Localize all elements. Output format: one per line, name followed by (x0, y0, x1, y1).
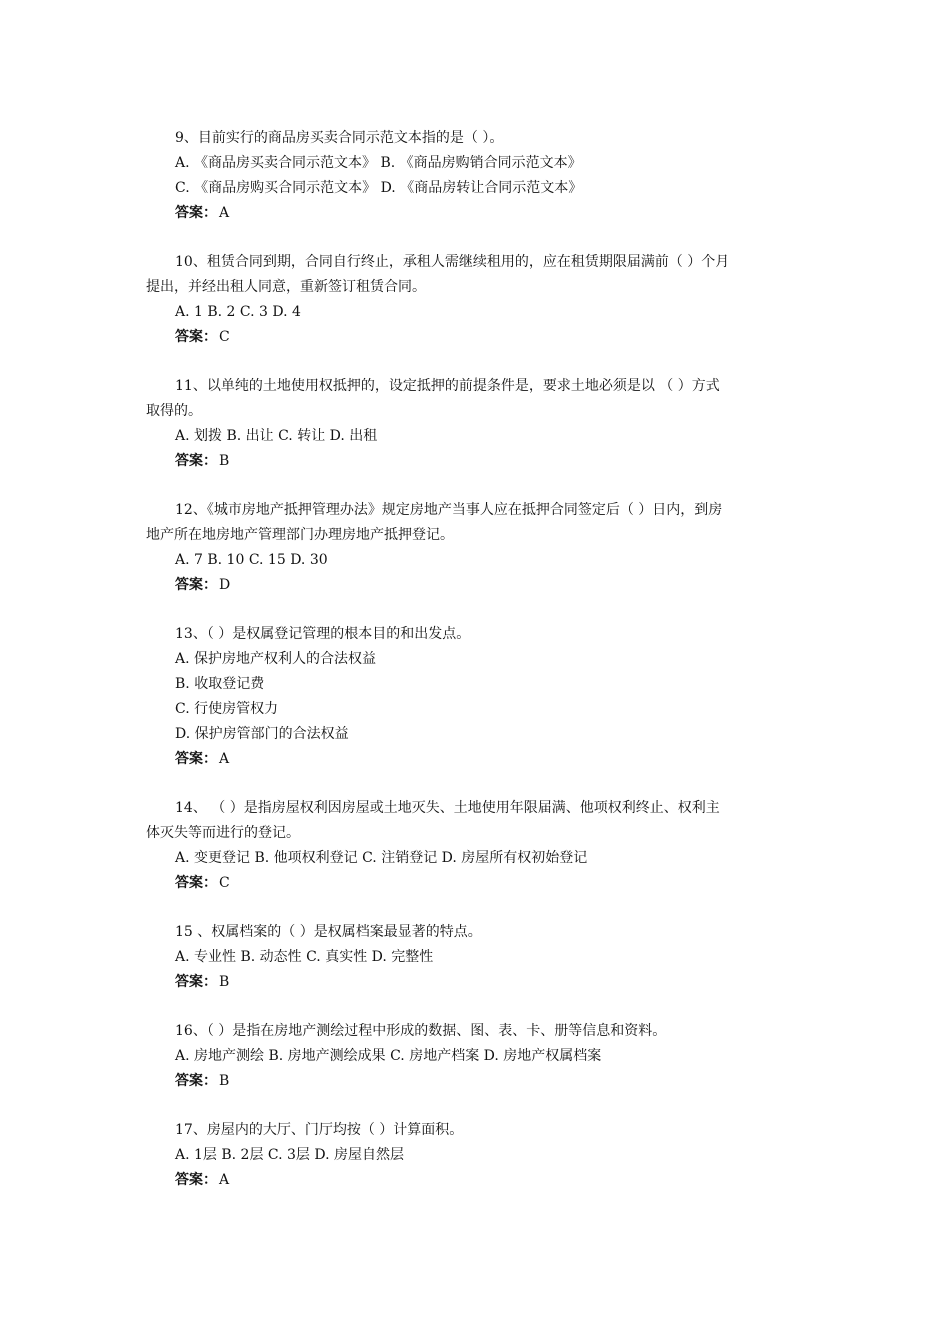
question-block (146, 796, 810, 896)
question-block (175, 126, 810, 226)
answer-row (175, 325, 810, 350)
question-stem: 17、房屋内的大厅、门厅均按（ ）计算面积。 (175, 1122, 464, 1138)
answer-row (175, 1168, 810, 1193)
question-block (146, 374, 810, 474)
question-options: B. 收取登记费 (175, 676, 265, 692)
answer-row (175, 970, 810, 995)
answer-value: C (219, 875, 230, 891)
question-stem: 16、（ ）是指在房地产测绘过程中形成的数据、图、表、卡、册等信息和资料。 (175, 1023, 667, 1039)
answer-label: 答案： (175, 751, 217, 767)
answer-value: A (219, 751, 230, 767)
answer-row (175, 449, 810, 474)
question-stem: 12、《城市房地产抵押管理办法》规定房地产当事人应在抵押合同签定后（ ）日内，到房 (175, 502, 723, 518)
answer-label: 答案： (175, 453, 217, 469)
question-block (175, 920, 810, 995)
question-block (146, 498, 810, 598)
answer-label: 答案： (175, 329, 217, 345)
question-options: C. 行使房管权力 (175, 701, 279, 717)
answer-label: 答案： (175, 1172, 217, 1188)
question-stem: 11、以单纯的土地使用权抵押的，设定抵押的前提条件是，要求土地必须是以 （ ）方式 (175, 378, 720, 394)
question-stem: 14、 （ ）是指房屋权利因房屋或土地灭失、土地使用年限届满、他项权利终止、权利主 (175, 800, 720, 816)
question-options: C. 《商品房购买合同示范文本》 D. 《商品房转让合同示范文本》 (175, 180, 583, 196)
answer-row (175, 871, 810, 896)
question-block (146, 250, 810, 350)
question-options: A. 《商品房买卖合同示范文本》 B. 《商品房购销合同示范文本》 (175, 155, 582, 171)
answer-label: 答案： (175, 1073, 217, 1089)
question-options: A. 1层 B. 2层 C. 3层 D. 房屋自然层 (175, 1147, 405, 1163)
question-options: A. 1 B. 2 C. 3 D. 4 (175, 304, 301, 320)
answer-value: A (219, 205, 230, 221)
question-stem-continuation: 取得的。 (146, 403, 202, 419)
answer-value: B (219, 974, 230, 990)
answer-value: A (219, 1172, 230, 1188)
question-options: A. 7 B. 10 C. 15 D. 30 (175, 552, 328, 568)
question-options: A. 划拨 B. 出让 C. 转让 D. 出租 (175, 428, 378, 444)
question-stem-continuation: 体灭失等而进行的登记。 (146, 825, 300, 841)
answer-label: 答案： (175, 205, 217, 221)
question-stem-continuation: 地产所在地房地产管理部门办理房地产抵押登记。 (146, 527, 454, 543)
question-stem-continuation: 提出，并经出租人同意，重新签订租赁合同。 (146, 279, 426, 295)
question-block (175, 1118, 810, 1193)
answer-row (175, 201, 810, 226)
question-stem: 15 、权属档案的（ ）是权属档案最显著的特点。 (175, 924, 482, 940)
answer-row (175, 573, 810, 598)
answer-value: B (219, 453, 230, 469)
answer-row (175, 1069, 810, 1094)
question-stem: 13、（ ）是权属登记管理的根本目的和出发点。 (175, 626, 471, 642)
answer-label: 答案： (175, 974, 217, 990)
question-stem: 9、目前实行的商品房买卖合同示范文本指的是（ ）。 (175, 130, 504, 146)
answer-label: 答案： (175, 577, 217, 593)
question-options: A. 房地产测绘 B. 房地产测绘成果 C. 房地产档案 D. 房地产权属档案 (175, 1048, 602, 1064)
question-options: D. 保护房管部门的合法权益 (175, 726, 349, 742)
question-block (175, 1019, 810, 1094)
question-options: A. 变更登记 B. 他项权利登记 C. 注销登记 D. 房屋所有权初始登记 (175, 850, 588, 866)
answer-label: 答案： (175, 875, 217, 891)
question-block (175, 622, 810, 772)
answer-value: B (219, 1073, 230, 1089)
answer-value: C (219, 329, 230, 345)
question-options: A. 专业性 B. 动态性 C. 真实性 D. 完整性 (175, 949, 434, 965)
answer-value: D (219, 577, 231, 593)
question-options: A. 保护房地产权利人的合法权益 (175, 651, 377, 667)
question-stem: 10、租赁合同到期，合同自行终止，承租人需继续租用的，应在租赁期限届满前（ ）个月 (175, 254, 730, 270)
answer-row (175, 747, 810, 772)
